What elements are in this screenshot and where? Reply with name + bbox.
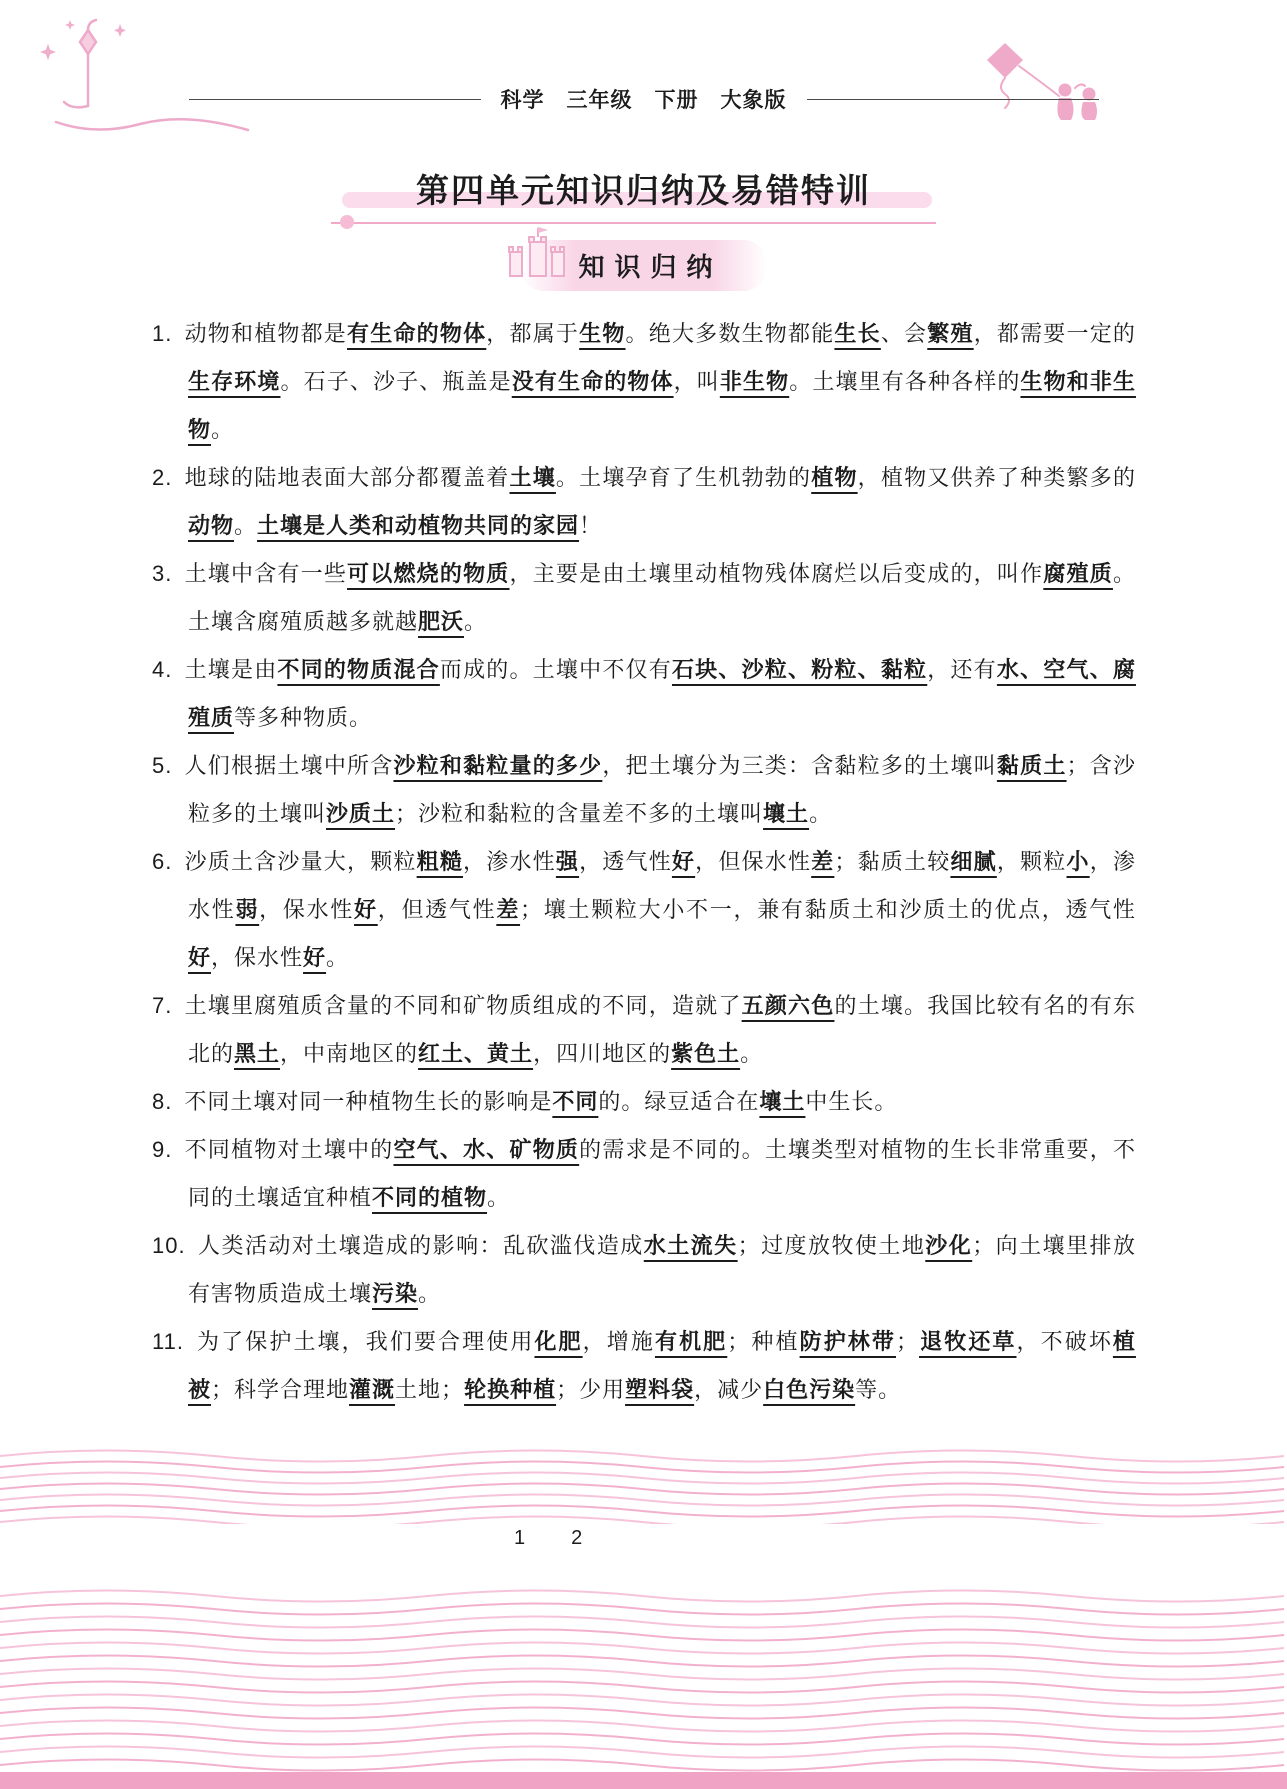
item-number: 11. xyxy=(152,1329,184,1354)
list-item: 1. 动物和植物都是有生命的物体，都属于生物。绝大多数生物都能生长、会繁殖，都需要一定的生存环境。石子、沙子、瓶盖是没有生命的物体，叫非生物。土壤里有各种各样的生物和非生物。 xyxy=(152,321,1136,442)
header-course-label: 科学 三年级 下册 大象版 xyxy=(500,89,787,112)
list-item: 5. 人们根据土壤中所含沙粒和黏粒量的多少，把土壤分为三类：含黏粒多的土壤叫黏质土；含沙粒多的土壤叫沙质土；沙粒和黏粒的含量差不多的土壤叫壤土。 xyxy=(152,753,1136,826)
key-term: 非生物 xyxy=(719,369,790,394)
item-number: 1. xyxy=(152,321,173,346)
list-item: 9. 不同植物对土壤中的空气、水、矿物质的需求是不同的。土壤类型对植物的生长非常重要，不同的土壤适宜种植不同的植物。 xyxy=(152,1137,1136,1210)
key-term: 差 xyxy=(496,897,521,922)
header-rule-right xyxy=(807,99,1099,100)
list-item: 10. 人类活动对土壤造成的影响：乱砍滥伐造成水土流失；过度放牧使土地沙化；向土壤里排放有害物质造成土壤污染。 xyxy=(152,1233,1136,1306)
title-underline xyxy=(331,222,936,224)
knowledge-list xyxy=(152,310,1136,1414)
item-number: 10. xyxy=(152,1233,186,1258)
key-term: 黑土 xyxy=(234,1041,281,1066)
key-term: 好 xyxy=(671,849,696,874)
key-term: 壤土 xyxy=(763,801,810,826)
key-term: 生存环境 xyxy=(188,369,281,394)
key-term: 灌溉 xyxy=(349,1377,396,1402)
key-term: 植被 xyxy=(188,1329,1136,1402)
key-term: 粗糙 xyxy=(416,849,464,874)
key-term: 轮换种植 xyxy=(464,1377,557,1402)
header-rule-left xyxy=(189,99,481,100)
key-term: 五颜六色 xyxy=(741,993,835,1018)
wave-band-bottom xyxy=(0,1588,1287,1772)
page-number-right: 2 xyxy=(571,1527,583,1549)
key-term: 水、空气、腐殖质 xyxy=(188,657,1136,730)
page-number-left: 1 xyxy=(514,1527,526,1549)
wave-band-top xyxy=(0,1448,1287,1524)
key-term: 繁殖 xyxy=(927,321,974,346)
section-badge xyxy=(520,240,766,291)
key-term: 防护林带 xyxy=(799,1329,896,1354)
key-term: 不同 xyxy=(552,1089,599,1114)
key-term: 退牧还草 xyxy=(919,1329,1017,1354)
key-term: 强 xyxy=(555,849,580,874)
key-term: 黏质土 xyxy=(996,753,1067,778)
list-item: 2. 地球的陆地表面大部分都覆盖着土壤。土壤孕育了生机勃勃的植物，植物又供养了种类繁多的动物。土壤是人类和动植物共同的家园！ xyxy=(152,465,1136,538)
key-term: 腐殖质 xyxy=(1043,561,1113,586)
page-header xyxy=(0,84,1287,114)
title-underline-dot xyxy=(340,215,354,229)
key-term: 水土流失 xyxy=(643,1233,738,1258)
key-term: 差 xyxy=(811,849,835,874)
key-term: 有机肥 xyxy=(654,1329,728,1354)
key-term: 土壤 xyxy=(509,465,556,490)
key-term: 生长 xyxy=(834,321,881,346)
key-term: 生物和非生物 xyxy=(188,369,1136,442)
item-number: 9. xyxy=(152,1137,173,1162)
page-title: 第四单元知识归纳及易错特训 xyxy=(416,172,871,209)
castle-icon xyxy=(502,224,572,282)
key-term: 生物 xyxy=(579,321,626,346)
key-term: 沙化 xyxy=(925,1233,973,1258)
key-term: 塑料袋 xyxy=(625,1377,695,1402)
key-term: 紫色土 xyxy=(671,1041,741,1066)
item-number: 7. xyxy=(152,993,173,1018)
list-item: 11. 为了保护土壤，我们要合理使用化肥，增施有机肥；种植防护林带；退牧还草，不破坏植被；科学合理地灌溉土地；轮换种植；少用塑料袋，减少白色污染等。 xyxy=(152,1329,1136,1402)
key-term: 沙粒和黏粒量的多少 xyxy=(393,753,603,778)
key-term: 污染 xyxy=(372,1281,419,1306)
key-term: 细腻 xyxy=(950,849,997,874)
key-term: 可以燃烧的物质 xyxy=(347,561,510,586)
item-number: 8. xyxy=(152,1089,173,1114)
section-badge-label: 知识归纳 xyxy=(578,252,723,282)
key-term: 白色污染 xyxy=(763,1377,856,1402)
key-term: 不同的物质混合 xyxy=(277,657,440,682)
key-term: 化肥 xyxy=(534,1329,583,1354)
list-item: 7. 土壤里腐殖质含量的不同和矿物质组成的不同，造就了五颜六色的土壤。我国比较有名的有东北的黑土，中南地区的红土、黄土，四川地区的紫色土。 xyxy=(152,993,1136,1066)
item-number: 5. xyxy=(152,753,173,778)
key-term: 有生命的物体 xyxy=(347,321,487,346)
key-term: 好 xyxy=(354,897,378,922)
item-number: 3. xyxy=(152,561,173,586)
key-term: 红土、黄土 xyxy=(418,1041,534,1066)
key-term: 石块、沙粒、粉粒、黏粒 xyxy=(671,657,928,682)
list-item: 6. 沙质土含沙量大，颗粒粗糙，渗水性强，透气性好，但保水性差；黏质土较细腻，颗粒小，渗水性弱，保水性好，但透气性差；壤土颗粒大小不一，兼有黏质土和沙质土的优点，透气性好，保水性好。 xyxy=(152,849,1136,970)
key-term: 肥沃 xyxy=(418,609,465,634)
page-footer xyxy=(514,1527,582,1550)
key-term: 好 xyxy=(303,945,327,970)
key-term: 土壤是人类和动植物共同的家园 xyxy=(257,513,580,538)
key-term: 壤土 xyxy=(759,1089,806,1114)
key-term: 植物 xyxy=(811,465,858,490)
list-item: 4. 土壤是由不同的物质混合而成的。土壤中不仅有石块、沙粒、粉粒、黏粒，还有水、空气、腐殖质等多种物质。 xyxy=(152,657,1136,730)
lamp-stars-icon xyxy=(26,14,256,136)
list-item: 3. 土壤中含有一些可以燃烧的物质，主要是由土壤里动植物残体腐烂以后变成的，叫作腐殖质。土壤含腐殖质越多就越肥沃。 xyxy=(152,561,1136,634)
key-term: 动物 xyxy=(188,513,235,538)
key-term: 小 xyxy=(1066,849,1090,874)
key-term: 好 xyxy=(188,945,212,970)
key-term: 沙质土 xyxy=(326,801,396,826)
list-item: 8. 不同土壤对同一种植物生长的影响是不同的。绿豆适合在壤土中生长。 xyxy=(152,1089,898,1114)
item-number: 2. xyxy=(152,465,173,490)
item-number: 4. xyxy=(152,657,173,682)
key-term: 空气、水、矿物质 xyxy=(393,1137,580,1162)
key-term: 不同的植物 xyxy=(372,1185,488,1210)
item-number: 6. xyxy=(152,849,173,874)
key-term: 弱 xyxy=(235,897,260,922)
key-term: 没有生命的物体 xyxy=(511,369,674,394)
bottom-bar xyxy=(0,1772,1287,1789)
section-badge-row xyxy=(0,240,1287,291)
